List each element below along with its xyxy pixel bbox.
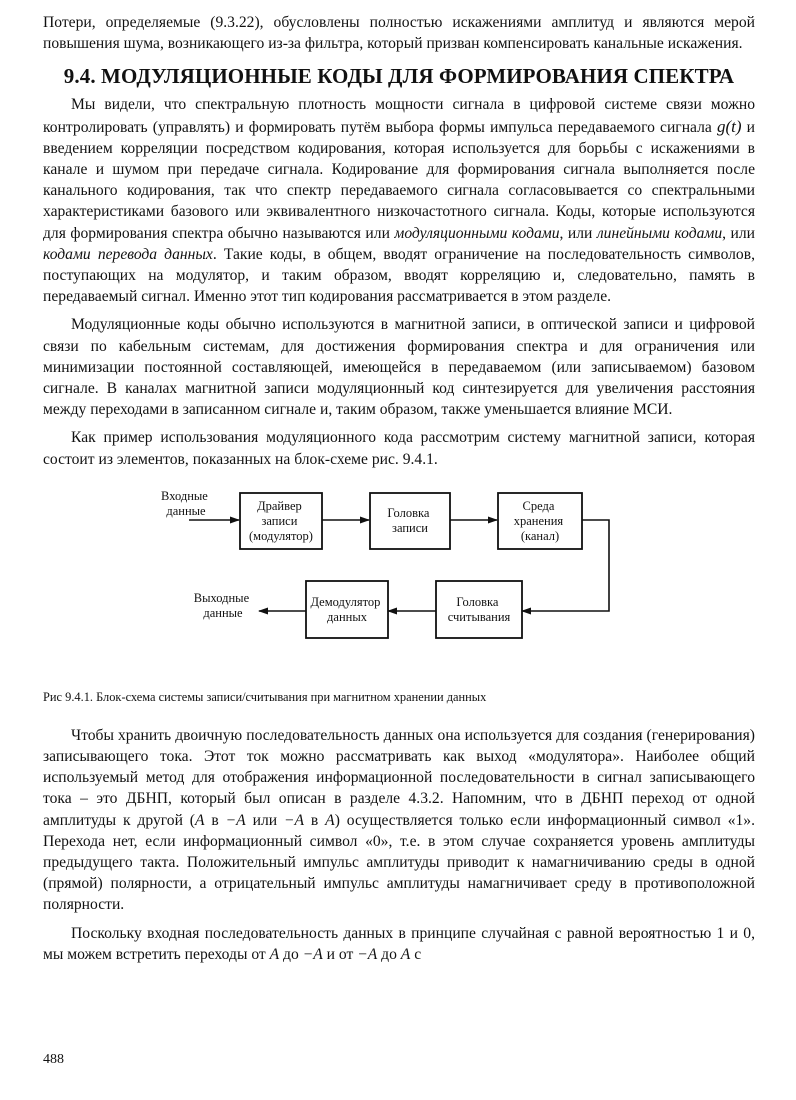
p5-text-c: и от — [322, 945, 358, 963]
paragraph-1 — [43, 94, 755, 307]
block-storage-medium-label: Среда хранения (канал) — [513, 498, 564, 543]
page-content — [43, 12, 755, 965]
term-modulation-codes: модуляционными кодами — [394, 224, 560, 242]
p5-text-a: Поскольку входная последовательность данных в принципе случайная с равной вероятностью 1 и 0, мы можем встретить переходы от — [43, 924, 755, 963]
input-label: Входные данные — [161, 488, 208, 518]
p4-text-a: Чтобы хранить двоичную последовательность данных она используется для создания (генерирования) записывающего тока. Этот ток можно рассматривать как выход «модулятора». Наиболее общий используемый метод для отображения информационной последовательности в сигнал записывающего тока – это ДБНП, который был описан в разделе 4.3.2. Напомним, что в ДБНП переход от одной амплитуды к другой ( — [43, 726, 755, 829]
paragraph-3: Как пример использования модуляционного кода рассмотрим систему магнитной записи, которая состоит из элементов, показанных на блок-схеме рис. 9.4.1. — [43, 429, 755, 468]
paragraph-2: Модуляционные коды обычно используются в магнитной записи, в оптической записи и цифровой связи по кабельным системам, для достижения формирования спектра и для ограничения или минимизации постоянной составляющей, имеющейся в передаваемом (или записываемом) базовом сигнале. В каналах магнитной записи модуляционный код синтезируется для увеличения расстояния между переходами в записанном сигнале и, таким образом, также уменьшается влияние МСИ. — [43, 316, 755, 419]
p4-math-a: A — [194, 811, 205, 829]
p1-text-e: . Такие коды, в общем, вводят ограничение на последовательность символов, поступающих на модулятор, и таким образом, вводят корреляцию и, следовательно, память в передаваемый сигнал. Именно этот тип кодирования рассматривается в этом разделе. — [43, 245, 755, 306]
page-number: 488 — [43, 1052, 64, 1067]
p4-math-a-2: A — [325, 811, 335, 829]
block-diagram — [43, 484, 755, 689]
p1-text-c: , или — [559, 224, 597, 242]
block-read-head-label: Головка считывания — [447, 594, 511, 624]
block-write-driver-label: Драйвер записи (модулятор) — [249, 498, 313, 543]
p1-text-a: Мы видели, что спектральную плотность мощности сигнала в цифровой системе связи можно контролировать (управлять) и формировать путём выбора формы импульса передаваемого сигнала — [43, 96, 755, 136]
output-label: Выходные данные — [193, 590, 250, 620]
term-line-codes: линейными кодами — [596, 224, 723, 242]
p5-text-d: до — [377, 945, 401, 963]
p5-math-a-2: A — [400, 945, 411, 963]
p4-text-c: или — [245, 811, 284, 829]
p1-text-b: и введением корреляции посредством кодирования, которая используется для борьбы с искажениями в канале и шумом при передаче сигнала. Кодирование для формирования сигнала выполняется после канального кодирования, так что спектр передаваемого сигнала согласовывается со спектральными характеристиками базового или эквивалентного низкочастотного сигнала. Коды, которые используются для формирования спектра обычно называются или — [43, 118, 755, 242]
term-translation-codes: кодами перевода данных — [43, 245, 213, 263]
paragraph-4 — [43, 725, 755, 916]
p5-text-e: с — [410, 945, 422, 963]
p5-math-neg-a-2: −A — [357, 945, 378, 963]
block-write-head-label: Головка записи — [387, 505, 430, 535]
p5-math-neg-a: −A — [302, 945, 323, 963]
block-demodulator-label: Демодулятор данных — [310, 594, 381, 624]
p1-formula-g: g(t) — [716, 116, 742, 136]
p4-text-b: в — [204, 811, 226, 829]
p4-text-d: в — [304, 811, 326, 829]
p4-text-e: ) осуществляется только если информационный символ «1». Перехода нет, если информационный символ «0», т.е. в этом случае сохраняется уровень амплитуды предыдущего такта. Положительный импульс амплитуды приводит к намагничиванию среды в одной (прямой) полярности, а отрицательный импульс амплитуды намагничивает среду в противоположной полярности. — [43, 811, 755, 914]
paragraph-5 — [43, 923, 755, 965]
p4-math-neg-a: −A — [225, 811, 246, 829]
p1-text-d: , или — [722, 224, 755, 242]
figure-caption: Рис 9.4.1. Блок-схема системы записи/считывания при магнитном хранении данных — [43, 689, 487, 704]
intro-paragraph: Потери, определяемые (9.3.22), обусловлены полностью искажениями амплитуд и являются мерой повышения шума, возникающего из-за фильтра, который призван компенсировать канальные искажения. — [43, 14, 755, 53]
p5-math-a: A — [269, 945, 280, 963]
p5-text-b: до — [279, 945, 303, 963]
p4-math-neg-a-2: −A — [283, 811, 305, 829]
block-diagram-figure — [43, 484, 755, 689]
section-heading: 9.4. МОДУЛЯЦИОННЫЕ КОДЫ ДЛЯ ФОРМИРОВАНИЯ СПЕКТРА — [63, 64, 735, 89]
